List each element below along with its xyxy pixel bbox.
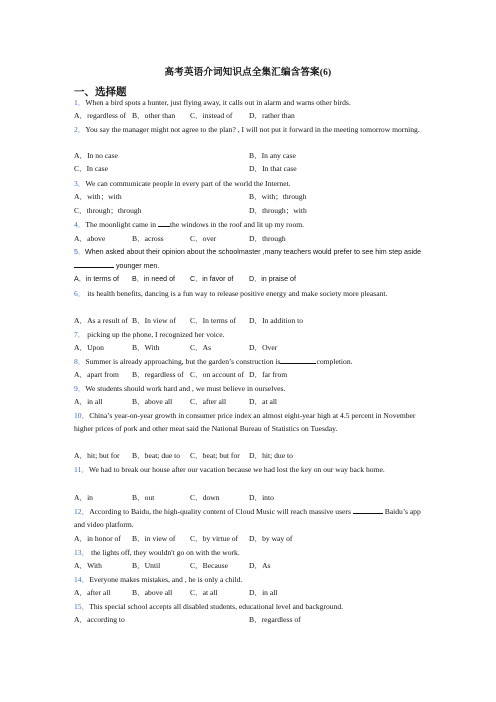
options-12: [74, 532, 426, 545]
question-number: 7．: [74, 330, 86, 339]
answer-blank: [158, 218, 170, 227]
answer-blank: [353, 505, 383, 514]
question-text: We had to break our house after our vacation because we had lost the key on our way back home.: [88, 465, 385, 474]
option-d[interactable]: D．in all: [249, 588, 278, 597]
options-4: [74, 232, 426, 245]
option-c[interactable]: C．Because: [190, 561, 228, 570]
option-b[interactable]: B．with；through: [249, 192, 307, 201]
option-d[interactable]: D．by way of: [249, 534, 293, 543]
option-b[interactable]: B．in need of: [132, 275, 175, 283]
question-text: This special school accepts all disabled students, educational level and background.: [89, 602, 344, 611]
option-d[interactable]: D．As: [249, 561, 271, 570]
question-number: 14．: [74, 575, 90, 584]
option-c[interactable]: C．after all: [190, 397, 227, 406]
answer-blank: [280, 355, 316, 364]
question-11: [74, 463, 426, 476]
question-text: We students should work hard and , we must believe in ourselves.: [85, 384, 286, 393]
option-b[interactable]: B．regardless of: [249, 615, 301, 624]
option-a[interactable]: A．in all: [74, 397, 103, 406]
option-a[interactable]: A．with；with: [74, 192, 122, 201]
option-d[interactable]: D．in praise of: [249, 275, 296, 283]
option-b[interactable]: B．in view of: [132, 534, 176, 543]
question-text: Summer is already approaching, but the garden’s construction is: [85, 357, 281, 366]
question-8: [74, 355, 426, 368]
question-7: [74, 328, 426, 341]
option-c[interactable]: C．In case: [74, 164, 108, 173]
option-b[interactable]: B．other than: [132, 111, 176, 120]
option-d[interactable]: D．In that case: [249, 164, 297, 173]
question-number: 9．: [74, 384, 86, 393]
question-text-cont: completion.: [316, 357, 353, 366]
question-number: 2．: [74, 125, 86, 134]
question-text: picking up the phone, I recognized her voice.: [85, 330, 225, 339]
question-text-cont: the windows in the roof and lit up my room.: [169, 220, 305, 229]
option-a[interactable]: A．In no case: [74, 151, 118, 160]
option-c[interactable]: C．In terms of: [190, 316, 236, 325]
option-d[interactable]: D．In addition to: [249, 316, 303, 325]
option-c[interactable]: C．beat; but for: [190, 451, 240, 460]
question-number: 3．: [74, 179, 86, 188]
options-6: [74, 314, 426, 327]
option-a[interactable]: A．in: [74, 493, 93, 502]
option-c[interactable]: C．instead of: [190, 111, 233, 120]
question-6: [74, 287, 426, 300]
question-number: 5．: [74, 248, 86, 256]
options-2b: [74, 162, 426, 175]
question-text: You say the manager might not agree to the plan? , I will not put it forward in the meeting tomorrow morning.: [85, 125, 420, 134]
question-number: 11．: [74, 465, 89, 474]
option-c[interactable]: C．As: [190, 343, 212, 352]
option-a[interactable]: A．in honor of: [74, 534, 121, 543]
options-15: [74, 613, 426, 626]
question-14: [74, 573, 426, 586]
options-10: [74, 449, 426, 462]
question-15: [74, 600, 426, 613]
question-12: [74, 505, 426, 531]
options-5: [74, 273, 426, 286]
option-c[interactable]: C．down: [190, 493, 220, 502]
question-text: When asked about their opinion about the schoolmaster ,many teachers would prefer to see him step aside: [85, 248, 422, 256]
option-b[interactable]: B．With: [132, 343, 160, 352]
page-title: 高考英语介词知识点全集汇编含答案(6): [164, 68, 332, 78]
question-number: 10．: [74, 411, 90, 420]
options-1: [74, 109, 426, 122]
option-b[interactable]: B．beat; due to: [132, 451, 181, 460]
question-text: Everyone makes mistakes, and , he is only a child.: [89, 575, 243, 584]
options-7: [74, 341, 426, 354]
options-3b: [74, 204, 426, 217]
answer-blank: [74, 259, 114, 268]
option-d[interactable]: D．at all: [249, 397, 278, 406]
option-c[interactable]: C．at all: [190, 588, 218, 597]
options-2: [74, 149, 426, 162]
question-text: the lights off, they wouldn't go on with the work.: [89, 548, 240, 557]
option-a[interactable]: A．above: [74, 234, 106, 243]
question-number: 13．: [74, 548, 90, 557]
question-text: We can communicate people in every part of the world the Internet.: [85, 179, 291, 188]
options-13: [74, 559, 426, 572]
options-14: [74, 586, 426, 599]
question-3: [74, 177, 426, 190]
option-c[interactable]: C．through；through: [74, 206, 142, 215]
option-c[interactable]: C．in favor of: [190, 275, 234, 283]
question-text: The moonlight came in: [85, 220, 158, 229]
question-10: [74, 409, 426, 435]
option-a[interactable]: A．With: [74, 561, 102, 570]
option-a[interactable]: A．according to: [74, 615, 125, 624]
option-d[interactable]: D．through: [249, 234, 286, 243]
option-a[interactable]: A．hit; but for: [74, 451, 120, 460]
question-5: [74, 246, 426, 273]
option-a[interactable]: A．As a result of: [74, 316, 128, 325]
question-number: 6．: [74, 289, 86, 298]
question-number: 8．: [74, 357, 86, 366]
options-3: [74, 190, 426, 203]
option-b[interactable]: B．out: [132, 493, 155, 502]
option-c[interactable]: C．by virtue of: [190, 534, 239, 543]
question-number: 1．: [74, 98, 86, 107]
question-text: When a bird spots a hunter, just flying away, it calls out in alarm and warns other birds.: [85, 98, 351, 107]
option-d[interactable]: D．Over: [249, 343, 278, 352]
question-text: According to Baidu, the high-quality content of Cloud Music will reach massive users: [89, 507, 353, 516]
options-8: [74, 368, 426, 381]
question-13: [74, 546, 426, 559]
option-d[interactable]: D．hit; due to: [249, 451, 293, 460]
option-d[interactable]: D．into: [249, 493, 274, 502]
question-number: 4．: [74, 220, 86, 229]
option-b[interactable]: B．above all: [132, 397, 173, 406]
option-a[interactable]: A．Upon: [74, 343, 104, 352]
options-9: [74, 395, 426, 408]
question-1: [74, 96, 426, 109]
question-text: its health benefits, dancing is a fun way to release positive energy and make society more pleasant.: [85, 289, 388, 298]
option-b[interactable]: B．In any case: [249, 151, 296, 160]
question-4: [74, 218, 426, 231]
question-9: [74, 382, 426, 395]
option-c[interactable]: C．on account of: [190, 370, 244, 379]
option-c[interactable]: C．over: [190, 234, 217, 243]
section-heading: 一、选择题: [74, 87, 127, 98]
question-number: 15．: [74, 602, 90, 611]
question-2: [74, 123, 426, 136]
option-d[interactable]: D．through；with: [249, 206, 307, 215]
question-text-cont: younger men.: [114, 262, 160, 270]
option-b[interactable]: B．Until: [132, 561, 161, 570]
option-d[interactable]: D．far from: [249, 370, 288, 379]
question-number: 12．: [74, 507, 90, 516]
question-text: China’s year-on-year growth in consumer price index an almost eight-year high at 4.5 percent in November higher prices of pork and other meat said the National Bureau of Statistics on Tuesday.: [74, 411, 416, 433]
option-d[interactable]: D．rather than: [249, 111, 295, 120]
question-text-cont: Baidu’s app and video platform.: [74, 507, 421, 529]
option-a[interactable]: A．apart from: [74, 370, 119, 379]
option-b[interactable]: B．regardless of: [132, 370, 184, 379]
options-11: [74, 491, 426, 504]
option-b[interactable]: B．above all: [132, 588, 173, 597]
option-a[interactable]: A．regardless of: [74, 111, 127, 120]
option-a[interactable]: A．after all: [74, 588, 111, 597]
option-a[interactable]: A．in terms of: [74, 275, 119, 283]
option-b[interactable]: B．In view of: [132, 316, 176, 325]
option-b[interactable]: B．across: [132, 234, 164, 243]
